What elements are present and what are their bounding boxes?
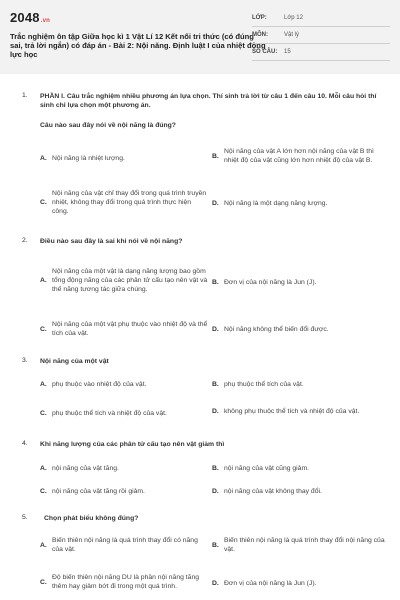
question-1-option-a[interactable] (40, 150, 208, 166)
option-text: nội năng của vật tăng. (52, 464, 119, 472)
option-text: Nội năng không thể biến đổi được. (224, 325, 329, 333)
meta-value: Lớp 12 (284, 15, 303, 21)
question-2-option-b[interactable] (212, 275, 390, 289)
option-text: Nội năng của vật chỉ thay đổi trong quá trình truyền nhiệt, không thay đổi trong quá trình thực hiện công. (52, 189, 207, 215)
option-letter: A. (40, 464, 47, 472)
question-5-option-a[interactable] (40, 534, 208, 556)
option-text: Nội năng là nhiệt lượng. (52, 154, 125, 162)
question-1-option-b[interactable] (212, 139, 390, 173)
question-number: 4. (22, 440, 28, 447)
option-text: Đơn vị của nội năng là Jun (J). (224, 579, 317, 587)
option-text: phụ thuộc thể tích và nhiệt độ của vật. (52, 409, 167, 417)
question-4-text: Khi năng lượng của các phân tử cấu tạo nên vật giảm thì (40, 441, 225, 448)
option-text: nội năng của vật cũng giảm. (224, 464, 310, 472)
site-logo[interactable] (10, 10, 50, 25)
question-1-option-c[interactable] (40, 185, 208, 219)
header-bar (0, 0, 400, 74)
option-letter: C. (40, 578, 47, 586)
option-text: Đơn vị của nội năng là Jun (J). (224, 278, 317, 286)
question-4-option-b[interactable] (212, 461, 390, 475)
option-letter: B. (212, 278, 219, 286)
question-5-text: Chọn phát biểu không đúng? (44, 515, 139, 522)
question-4-option-a[interactable] (40, 461, 208, 475)
option-text: Độ biến thiên nội năng DU là phần nội năng tăng thêm hay giảm bớt đi trong một quá trình. (52, 574, 199, 590)
option-letter: D. (212, 199, 219, 207)
option-letter: B. (212, 541, 219, 549)
option-text: Biến thiên nội năng là quá trình thay đổi nội năng của vật. (224, 537, 385, 553)
option-letter: C. (40, 198, 47, 206)
option-text: phụ thuộc vào nhiệt độ của vật. (52, 380, 147, 388)
option-letter: C. (40, 487, 47, 495)
question-3-option-c[interactable] (40, 406, 208, 420)
question-5-option-b[interactable] (212, 534, 390, 556)
question-3-text: Nội năng của một vật (40, 358, 109, 365)
option-letter: D. (212, 325, 219, 333)
meta-value: Vật lý (284, 32, 300, 38)
question-2-text: Điều nào sau đây là sai khi nói về nội năng? (40, 238, 183, 245)
option-letter: A. (40, 154, 47, 162)
meta-row-subject (252, 27, 390, 44)
meta-label: LỚP: (252, 15, 267, 21)
question-2-option-d[interactable] (212, 322, 390, 336)
question-number: 2. (22, 237, 28, 244)
option-letter: C. (40, 325, 47, 333)
option-text: nội năng của vật không thay đổi. (224, 487, 322, 495)
meta-row-count (252, 44, 390, 61)
option-letter: B. (212, 152, 219, 160)
option-text: Nội năng của một vật là dạng năng lượng bao gồm tổng động năng của các phân tử cấu tạo nên vật và thế năng tương tác giữa chúng. (52, 267, 208, 293)
option-text: Nội năng là một dạng năng lượng. (224, 199, 328, 207)
question-number: 3. (22, 357, 28, 364)
option-letter: A. (40, 276, 47, 284)
option-letter: D. (212, 487, 219, 495)
logo-text: 2048 (10, 10, 40, 25)
option-text: Biến thiên nội năng là quá trình thay đổi có năng của vật. (52, 537, 198, 553)
question-5-option-c[interactable] (40, 566, 208, 598)
option-letter: D. (212, 579, 219, 587)
option-text: không phụ thuộc thể tích và nhiệt độ của vật. (224, 407, 360, 415)
question-4-option-c[interactable] (40, 484, 208, 498)
option-letter: C. (40, 409, 47, 417)
question-2-option-a[interactable] (40, 258, 208, 302)
page-title: Trắc nghiệm ôn tập Giữa học kì 1 Vật Lí 12 Kết nối tri thức (có đúng sai, trả lời ngắn) có đáp án - Bài 2: Nội năng. Định luật I của nhiệt động lực học (10, 32, 266, 60)
question-3-option-a[interactable] (40, 377, 208, 391)
option-text: Nội năng của một vật phụ thuộc vào nhiệt độ và thể tích của vật. (52, 321, 208, 337)
option-letter: A. (40, 541, 47, 549)
meta-panel (252, 10, 390, 61)
question-number: 5. (22, 514, 28, 521)
question-1-text: Câu nào sau đây nói về nội năng là đúng? (40, 122, 176, 129)
option-letter: B. (212, 464, 219, 472)
option-text: phụ thuộc thể tích của vật. (224, 380, 304, 388)
question-2-option-c[interactable] (40, 318, 208, 340)
option-letter: B. (212, 380, 219, 388)
option-letter: A. (40, 380, 47, 388)
meta-row-grade (252, 10, 390, 27)
option-letter: D. (212, 407, 219, 415)
logo-suffix: .vn (40, 18, 51, 24)
part-number: 1. (22, 92, 28, 99)
question-1-option-d[interactable] (212, 196, 390, 210)
meta-label: MÔN: (252, 32, 268, 38)
question-5-option-d[interactable] (212, 576, 390, 590)
meta-value: 15 (284, 49, 291, 55)
part-instruction: PHẦN I. Câu trắc nghiệm nhiều phương án lựa chọn. Thí sinh trả lời từ câu 1 đến câu 10. Mỗi câu hỏi thí sinh chỉ lựa chọn một phương án. (40, 93, 377, 109)
question-4-option-d[interactable] (212, 484, 390, 498)
question-3-option-d[interactable] (212, 400, 390, 422)
option-text: Nội năng của vật A lớn hơn nội năng của vật B thì nhiệt độ của vật cũng lớn hơn nhiệt độ của vật B. (224, 148, 374, 164)
question-3-option-b[interactable] (212, 377, 390, 391)
option-text: nội năng của vật tăng rồi giảm. (52, 487, 145, 495)
meta-label: SỐ CÂU: (252, 49, 278, 55)
